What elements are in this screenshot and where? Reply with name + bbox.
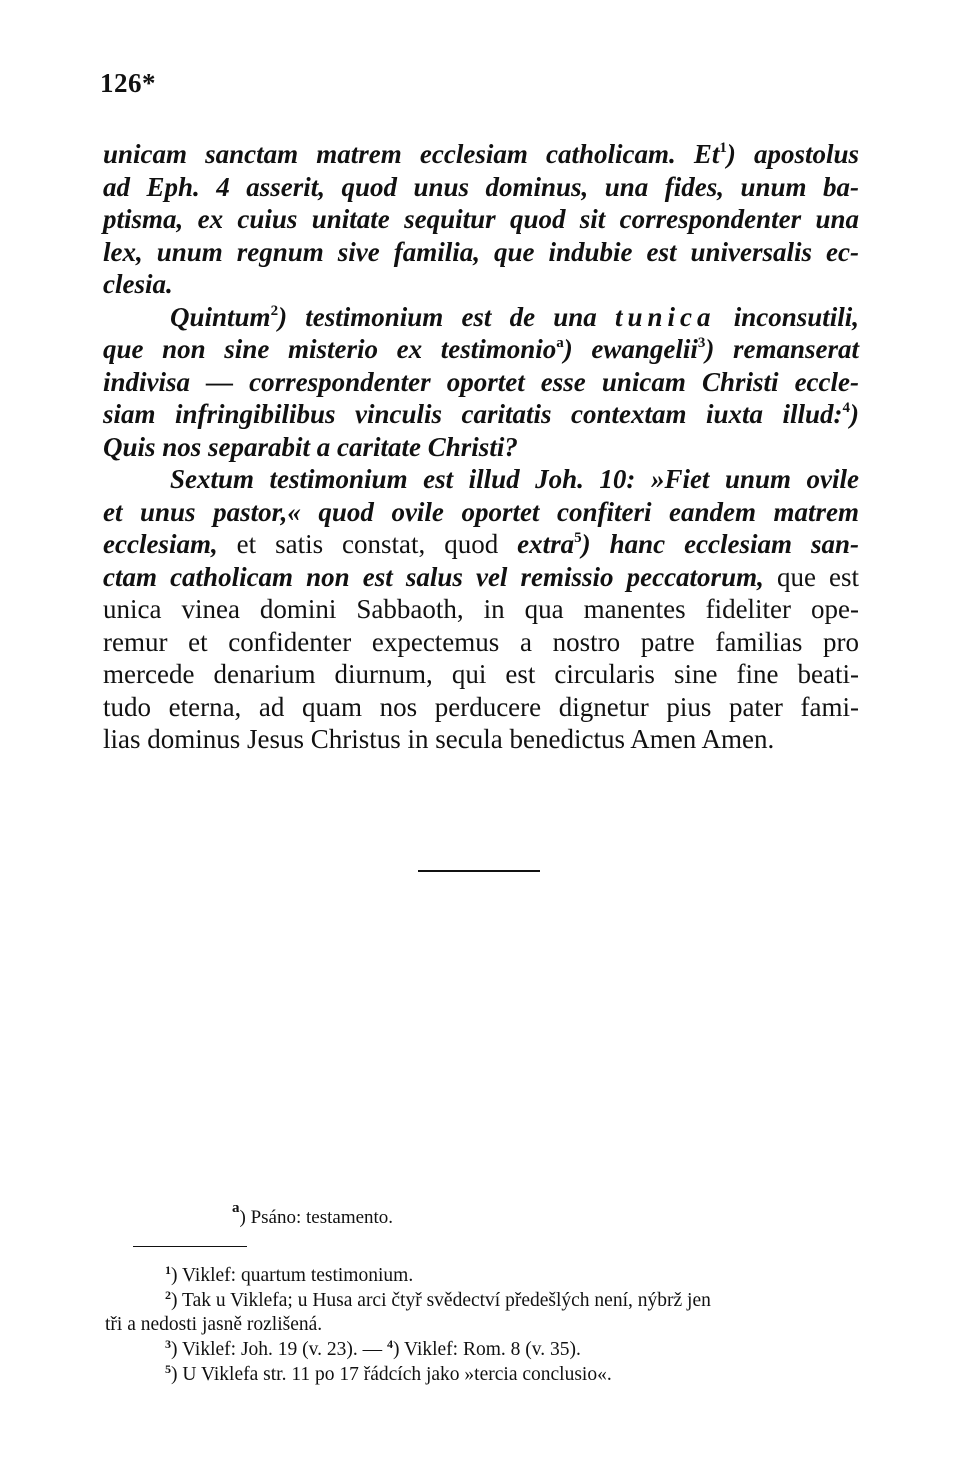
note-mark: a xyxy=(232,1200,240,1216)
footnote-ref: 2 xyxy=(270,302,279,319)
text-line: lias dominus Jesus Christus in secula benedictus Amen Amen. xyxy=(103,724,775,754)
text-line: Quintum$^2$) testimonium est de una tunica inconsutili, xyxy=(170,301,860,332)
footnote: $^2$) Tak u Viklefa; u Husa arci čtyř svědectví předešlých není, nýbrž jen xyxy=(165,1287,711,1311)
text-line: unicam sanctam matrem ecclesiam catholicam. Et$^1$) apostolus xyxy=(103,139,859,169)
footnote-ref: 1 xyxy=(719,140,727,156)
text-line: que non sine misterio ex testimonio$^a$) ewangelii$^3$) remanserat xyxy=(103,334,859,364)
text-line: unica vinea domini Sabbaoth, in qua manentes fideliter ope- xyxy=(103,594,859,624)
footnote: $^1$) Viklef: quartum testimonium. xyxy=(165,1263,414,1286)
footnote: $^5$) U Viklefa str. 11 po 17 řádcích jako »tercia conclusio«. xyxy=(165,1361,612,1385)
spaced-word: tunica xyxy=(615,301,716,332)
text-note: $^a$) Psáno: testamento. xyxy=(232,1200,394,1228)
text-line: ptisma, ex cuius unitate sequitur quod sit correspondenter una xyxy=(103,204,859,234)
page-number: 126* xyxy=(100,68,156,98)
text-line: mercede denarium diurnum, qui est circularis sine fine beati- xyxy=(103,659,859,689)
footnote-ref: 3 xyxy=(697,335,706,351)
text-line: ecclesiam, et satis constat, quod extra$^5$) hanc ecclesiam san- xyxy=(103,529,859,559)
footnote-ref: 4 xyxy=(842,400,850,416)
text-line: clesia. xyxy=(103,269,173,299)
text-line: ad Eph. 4 asserit, quod unus dominus, una fides, unum ba- xyxy=(103,171,859,202)
text-line: remur et confidenter expectemus a nostro patre familias pro xyxy=(103,626,859,657)
section-divider xyxy=(418,870,540,872)
text-line: indivisa — correspondenter oportet esse unicam Christi eccle- xyxy=(103,366,859,397)
footnote-continuation: tři a nedosti jasně rozlišená. xyxy=(105,1314,323,1336)
text-line: siam infringibilibus vinculis caritatis contextam iuxta illud:$^4$) xyxy=(103,399,859,429)
text-line: Sextum testimonium est illud Joh. 10: »Fiet unum ovile xyxy=(170,464,859,494)
text-line: ctam catholicam non est salus vel remissio peccatorum, que est xyxy=(103,561,859,592)
footnote-rule xyxy=(133,1246,247,1247)
footnotes xyxy=(105,1264,863,1388)
text-line: lex, unum regnum sive familia, que indubie est universalis ec- xyxy=(103,236,859,267)
text-line: tudo eterna, ad quam nos perducere dignetur pius pater fami- xyxy=(103,691,859,722)
main-text xyxy=(103,138,859,756)
text-line: Quis nos separabit a caritate Christi? xyxy=(103,431,518,462)
footnote-ref: 5 xyxy=(574,530,582,546)
text-line: et unus pastor,« quod ovile oportet confiteri eandem matrem xyxy=(103,496,859,527)
footnote-ref: a xyxy=(556,335,564,351)
footnote: $^3$) Viklef: Joh. 19 (v. 23). — $^4$) Viklef: Rom. 8 (v. 35). xyxy=(165,1337,581,1361)
